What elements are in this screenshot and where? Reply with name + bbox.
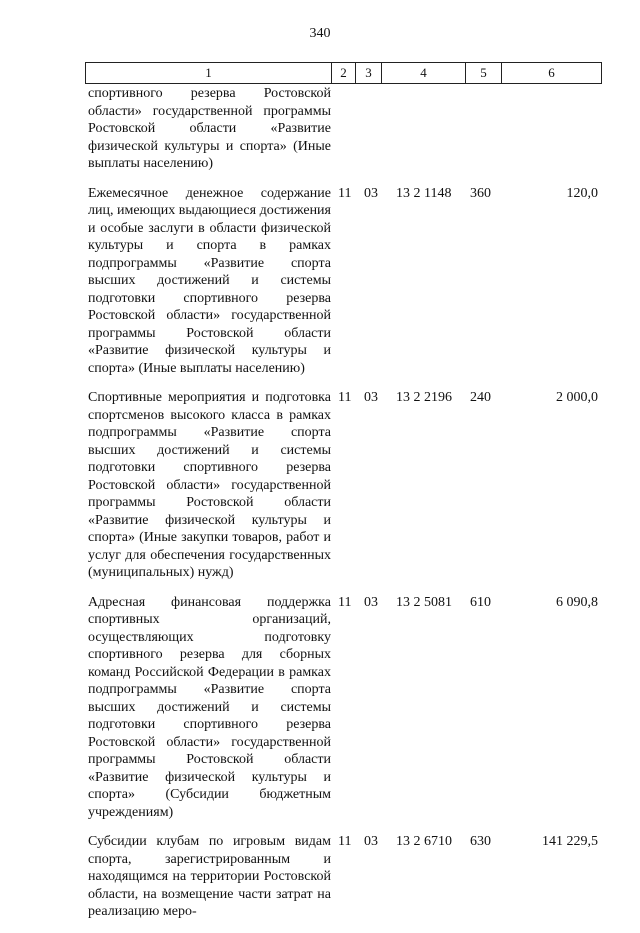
amount: 6 090,8	[556, 594, 598, 610]
target-article-code: 13 2 5081	[396, 594, 452, 610]
subsection-code: 03	[364, 594, 378, 610]
subsection-code: 03	[364, 834, 378, 849]
page-number: 340	[309, 26, 331, 41]
header-col-4: 4	[382, 63, 466, 84]
table-row	[88, 185, 600, 378]
row-description: Адресная финансовая поддержка спортивных организаций, осуществляющих подготовку спортивного резерва для сборных команд Российской Федерации в рамках подпрограммы «Развитие спорта высших достижений и системы подготовки спортивного резерва Ростовской области» государственной программы Ростовской области «Развитие физической культуры и спорта» (Субсидии бюджетным учреждениям)	[88, 594, 331, 820]
amount: 2 000,0	[556, 390, 598, 405]
amount: 120,0	[566, 185, 598, 201]
table-row	[88, 833, 600, 921]
header-col-5: 5	[466, 63, 502, 84]
table-header	[85, 62, 602, 84]
row-description: Ежемесячное денежное содержание лиц, имеющих выдающиеся достижения и особые заслуги в области физической культуры и спорта в рамках подпрограммы «Развитие спорта высших достижений и системы подготовки спортивного резерва Ростовской области» государственной программы Ростовской области «Развитие физической культуры и спорта» (Иные выплаты населению)	[88, 185, 331, 376]
section-code: 11	[338, 390, 352, 405]
header-col-3: 3	[356, 63, 382, 84]
row-description: спортивного резерва Ростовской области» государственной программы Ростовской области «Развитие физической культуры и спорта» (Иные выплаты населению)	[88, 86, 331, 171]
target-article-code: 13 2 2196	[396, 390, 452, 405]
row-description: Спортивные мероприятия и подготовка спортсменов высокого класса в рамках подпрограммы «Развитие спорта высших достижений и системы подготовки спортивного резерва Ростовской области» государственной программы Ростовской области «Развитие физической культуры и спорта» (Иные закупки товаров, работ и услуг для обеспечения государственных (муниципальных) нужд)	[88, 390, 331, 580]
header-col-2: 2	[332, 63, 356, 84]
table-body	[88, 85, 600, 933]
table-row	[88, 594, 600, 822]
header-col-1: 1	[86, 63, 332, 84]
amount: 141 229,5	[542, 834, 598, 849]
subsection-code: 03	[364, 185, 378, 201]
section-code: 11	[338, 594, 352, 610]
header-col-6: 6	[502, 63, 602, 84]
target-article-code: 13 2 1148	[396, 185, 452, 201]
subsection-code: 03	[364, 390, 378, 405]
row-description: Субсидии клубам по игровым видам спорта, зарегистрированным и находящимся на территории Ростовской области, на возмещение части затрат на реализацию меро-	[88, 834, 331, 919]
expense-type-code: 360	[470, 185, 491, 201]
table-row	[88, 85, 600, 173]
target-article-code: 13 2 6710	[396, 834, 452, 849]
table-row	[88, 389, 600, 582]
section-code: 11	[338, 834, 352, 849]
expense-type-code: 240	[470, 390, 491, 405]
section-code: 11	[338, 185, 352, 201]
expense-type-code: 630	[470, 834, 491, 849]
expense-type-code: 610	[470, 594, 491, 610]
